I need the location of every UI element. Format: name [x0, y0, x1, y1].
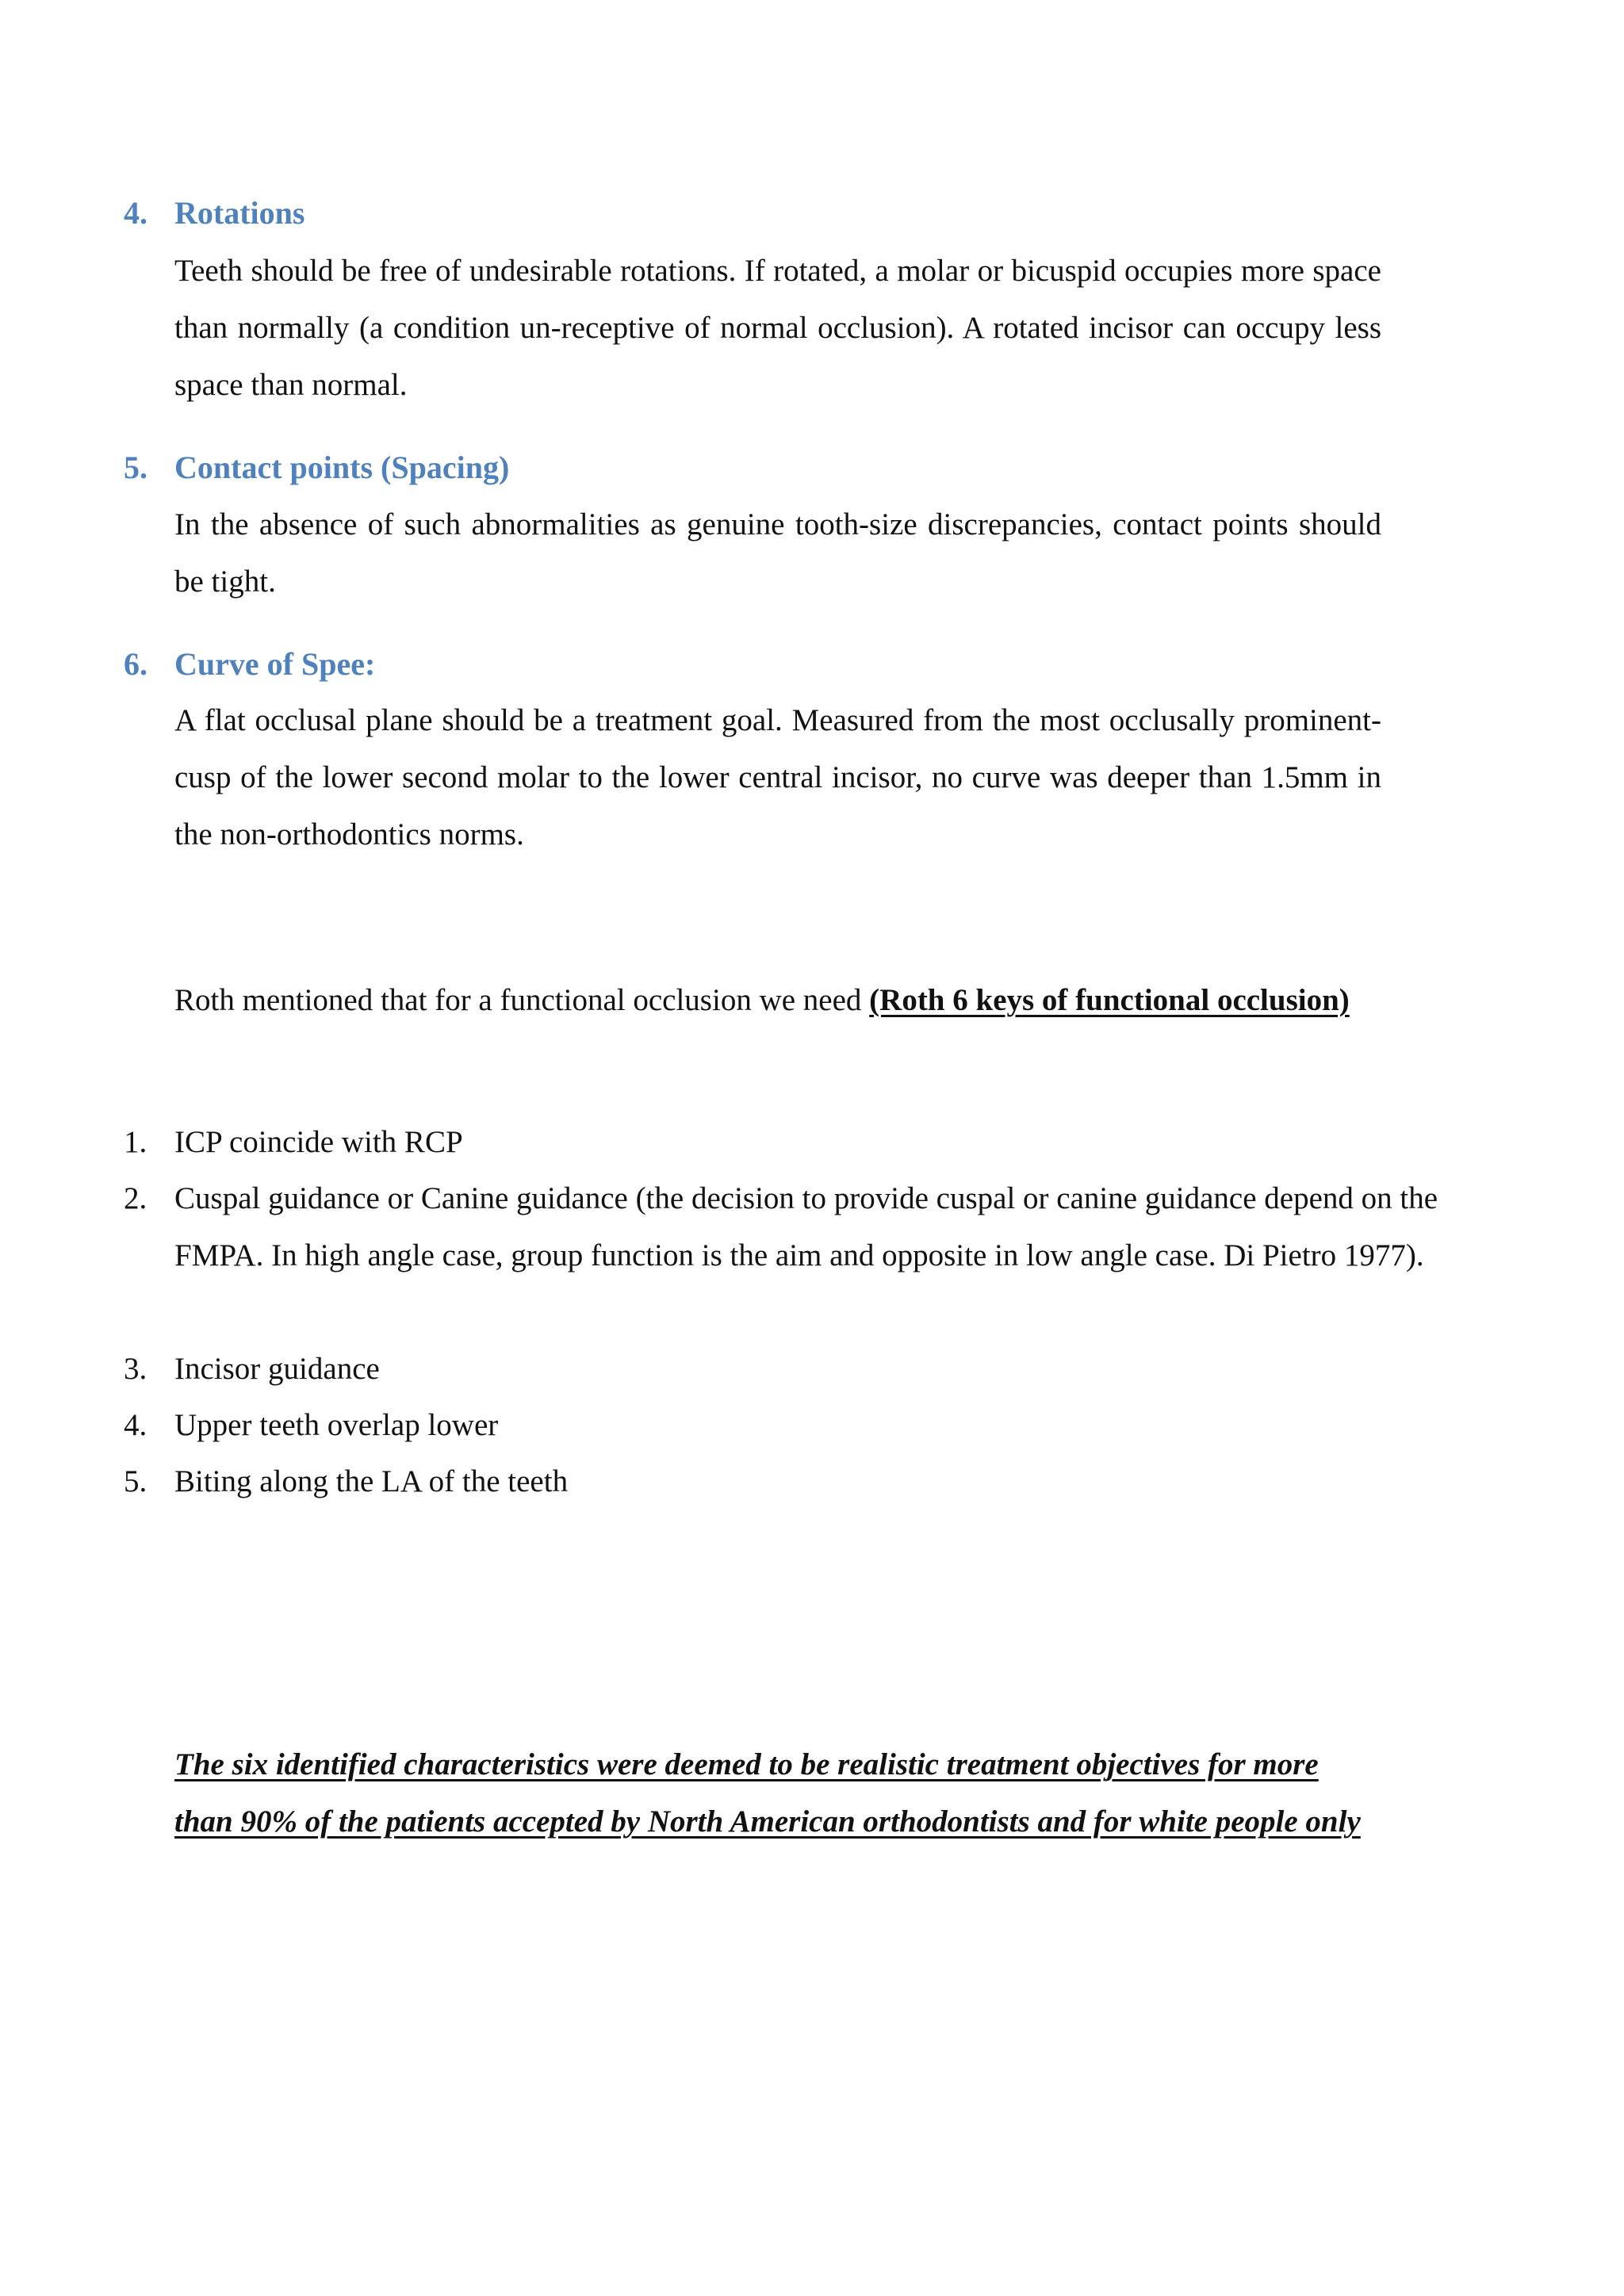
section-title: Rotations	[174, 195, 305, 231]
section-body-rotations: Teeth should be free of undesirable rotations. If rotated, a molar or bicuspid occupies more space than normally (a condition un-receptive of normal occlusion). A rotated incisor can occupy less space than normal.	[174, 254, 1381, 402]
section-number: 4.	[124, 195, 147, 231]
list-item-text: Incisor guidance	[174, 1352, 380, 1386]
section-title: Curve of Spee:	[174, 646, 376, 682]
section-title: Contact points (Spacing)	[174, 450, 510, 485]
section-body-contact-points: In the absence of such abnormalities as genuine tooth-size discrepancies, contact points should be tight.	[174, 507, 1381, 599]
list-item-text: Upper teeth overlap lower	[174, 1408, 499, 1442]
section-number: 6.	[124, 646, 147, 682]
roth-keys-title: (Roth 6 keys of functional occlusion)	[869, 983, 1350, 1017]
list-item-number: 1.	[124, 1125, 147, 1159]
roth-intro-text: Roth mentioned that for a functional occlusion we need	[174, 983, 870, 1017]
list-item-number: 5.	[124, 1464, 147, 1498]
section-body-curve-of-spee: A flat occlusal plane should be a treatment goal. Measured from the most occlusally prominent-cusp of the lower second molar to the lower central incisor, no curve was deeper than 1.5mm in the non-orthodontics norms.	[174, 703, 1381, 851]
conclusion-paragraph: The six identified characteristics were deemed to be realistic treatment objectives for more than 90% of the patients accepted by North American orthodontists and for white people only	[174, 1747, 1361, 1839]
roth-intro-paragraph	[174, 972, 1381, 1029]
list-item-text: Cuspal guidance or Canine guidance (the decision to provide cuspal or canine guidance depend on the FMPA. In high angle case, group function is the aim and opposite in low angle case. Di Pietro 1977).	[174, 1181, 1438, 1272]
list-item-number: 4.	[124, 1408, 147, 1442]
list-item-text: ICP coincide with RCP	[174, 1125, 463, 1159]
section-number: 5.	[124, 450, 147, 485]
list-item-number: 3.	[124, 1352, 147, 1386]
list-item-number: 2.	[124, 1181, 147, 1215]
list-item-text: Biting along the LA of the teeth	[174, 1464, 569, 1498]
